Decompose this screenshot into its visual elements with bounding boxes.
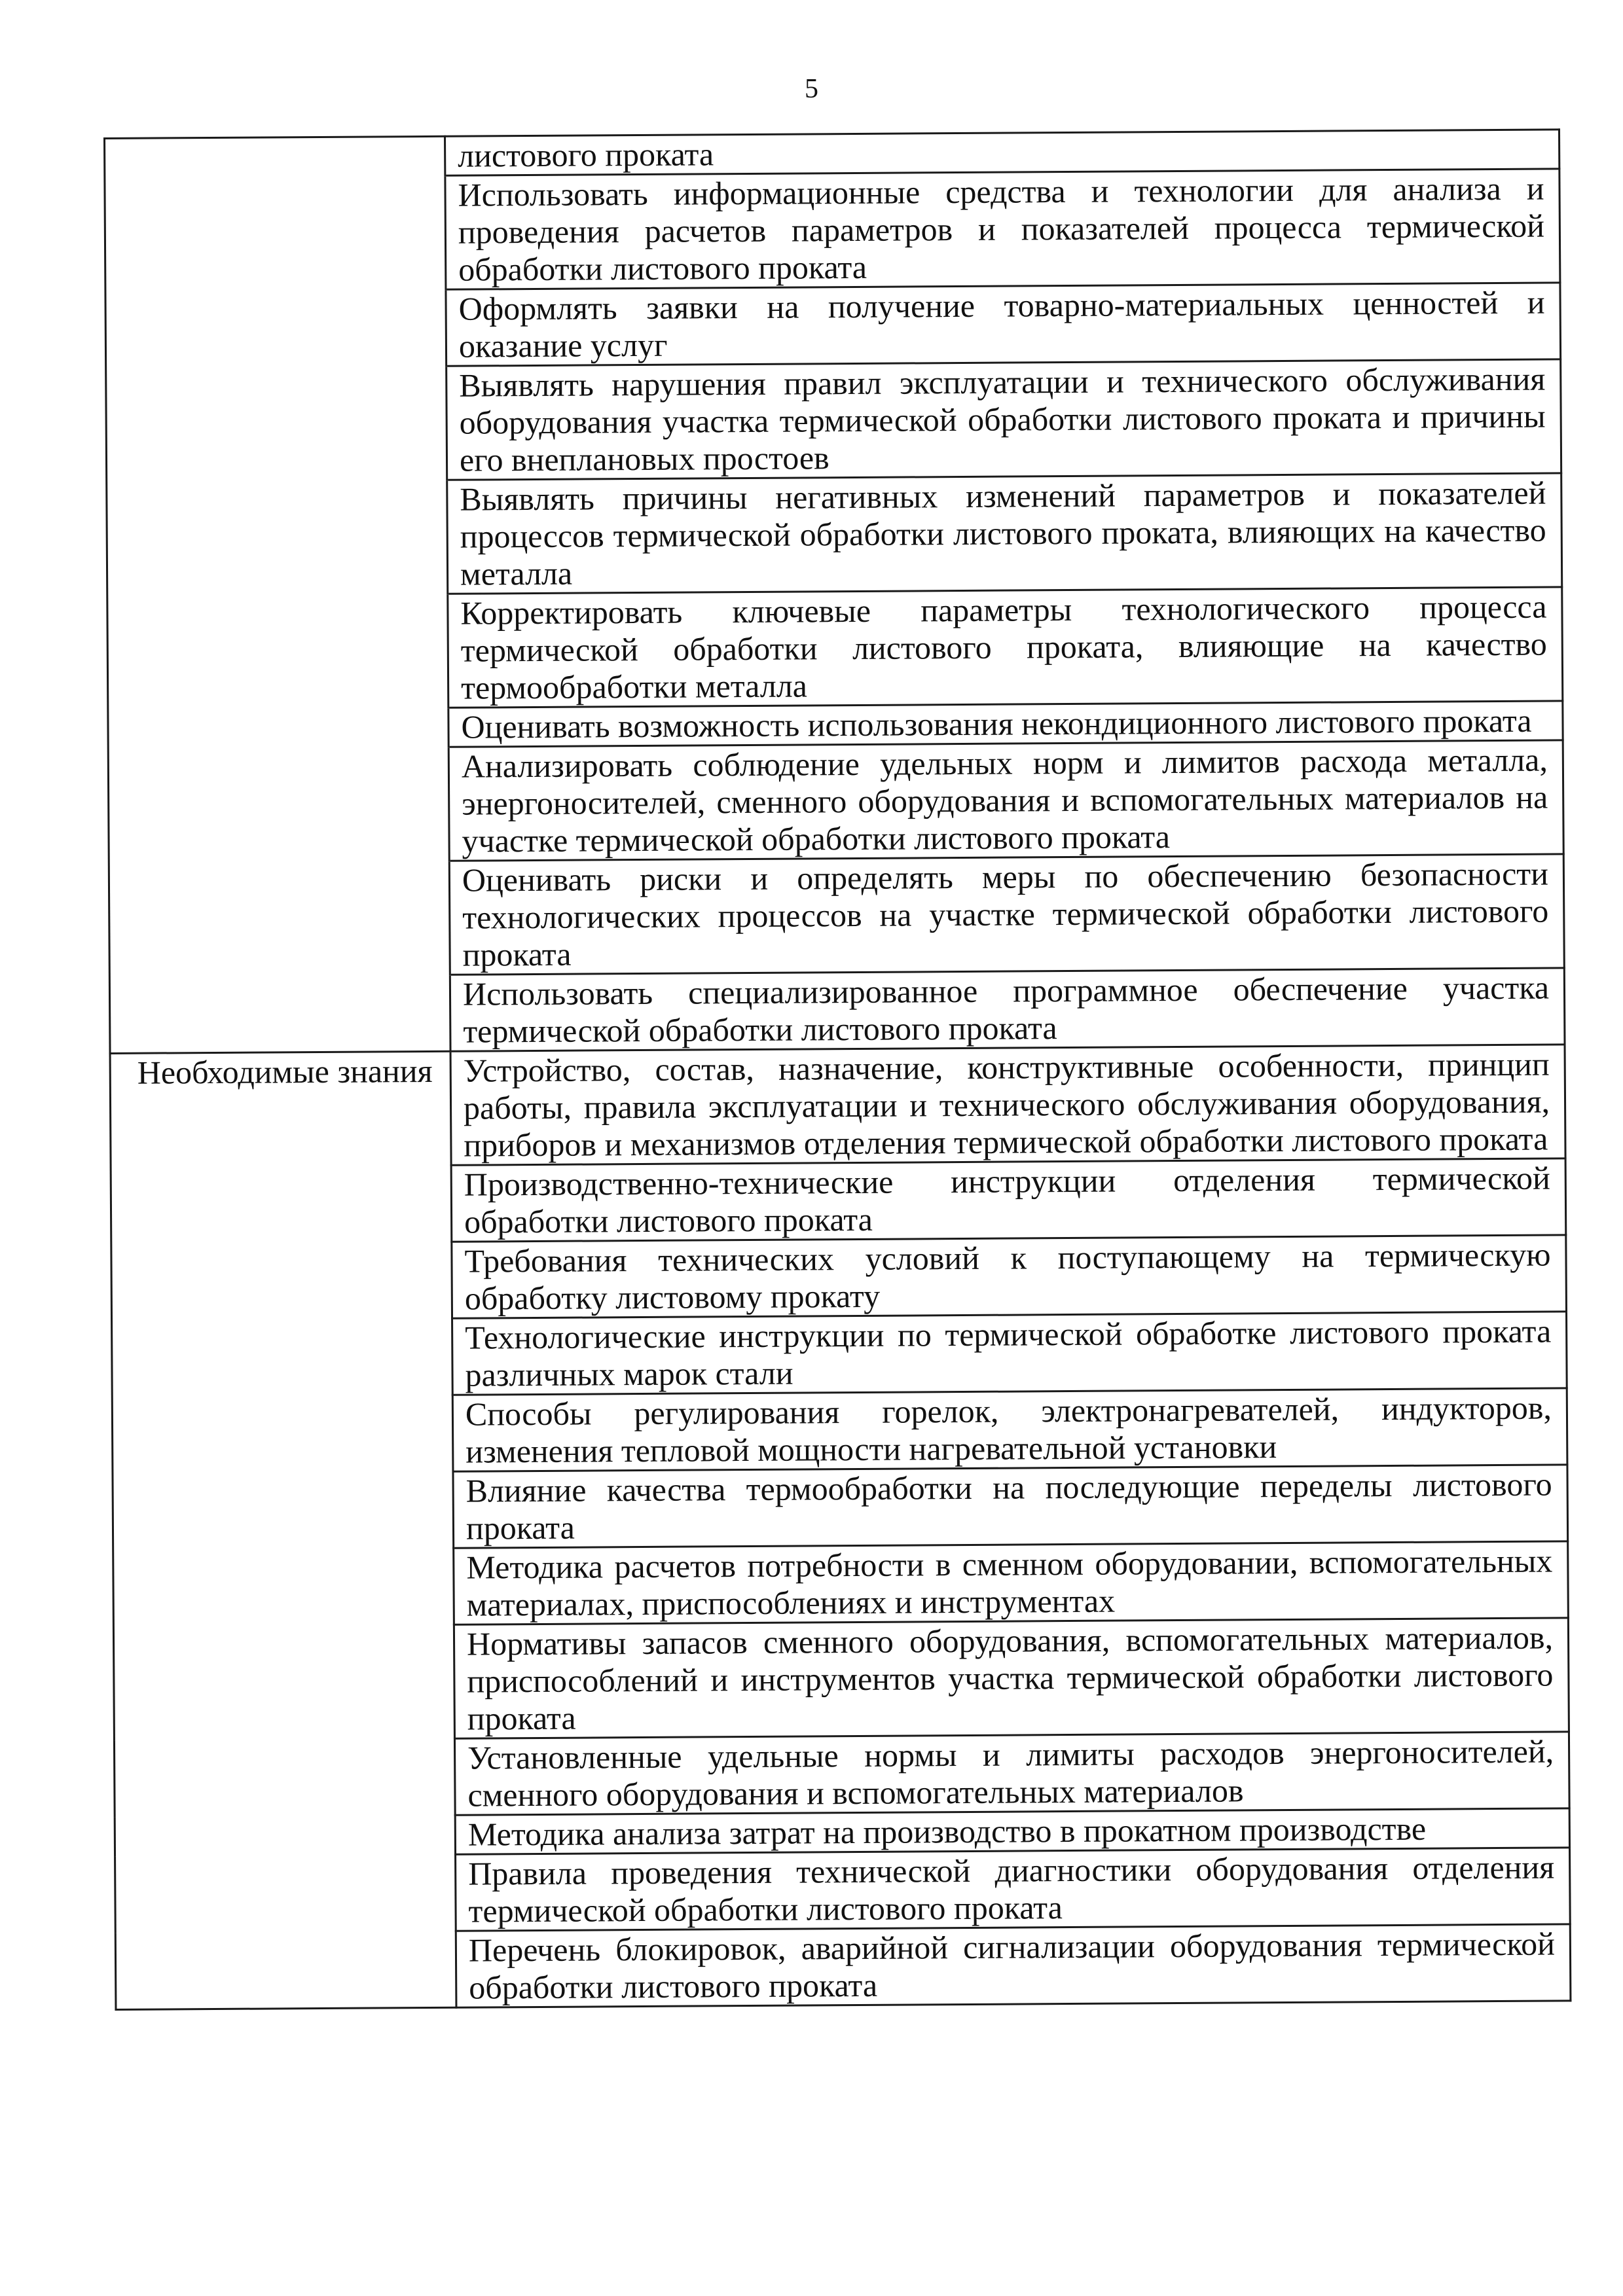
skill-item: Оценивать риски и определять меры по обеспечению безопасности технологических процессов на участке термической обработки листового проката [449, 854, 1564, 975]
skill-item: Анализировать соблюдение удельных норм и лимитов расхода металла, энергоносителей, сменного оборудования и вспомогательных материалов на участке термической обработки листового проката [448, 740, 1563, 861]
knowledge-item: Требования технических условий к поступающему на термическую обработку листовому прокату [452, 1235, 1567, 1318]
skill-row [107, 473, 1562, 596]
skill-row [108, 740, 1563, 863]
knowledge-item: Правила проведения технической диагностики оборудования отделения термической обработки листового проката [456, 1848, 1571, 1931]
label-cell-empty [105, 175, 446, 291]
label-cell-empty [107, 480, 448, 596]
skill-item: Выявлять причины негативных изменений параметров и показателей процессов термической обработки листового проката, влияющих на качество металла [447, 473, 1562, 594]
label-cell-empty [109, 861, 450, 977]
skill-item: Использовать специализированное программное обеспечение участка термической обработки листового проката [450, 968, 1565, 1051]
skill-row [109, 854, 1564, 977]
label-cell-empty [105, 136, 445, 177]
skill-item: Оформлять заявки на получение товарно-материальных ценностей и оказание услуг [446, 283, 1561, 366]
knowledge-item: Установленные удельные нормы и лимиты расходов энергоносителей, сменного оборудования и вспомогательных материалов [454, 1732, 1569, 1815]
knowledge-item: Нормативы запасов сменного оборудования, вспомогательных материалов, приспособлений и инструментов участка термической обработки листового проката [454, 1618, 1569, 1738]
competency-table [103, 128, 1571, 2011]
knowledge-row [110, 1045, 1565, 1168]
skill-row [107, 587, 1563, 710]
skill-row [106, 359, 1561, 482]
skill-row [105, 283, 1561, 368]
knowledge-item: Методика анализа затрат на производство в прокатном производстве [455, 1808, 1569, 1854]
skill-item: Корректировать ключевые параметры технологического процесса термической обработки листового проката, влияющие на качество термообработки металла [448, 587, 1563, 708]
knowledge-item: Устройство, состав, назначение, конструктивные особенности, принцип работы, правила эксплуатации и технического обслуживания оборудования, приборов и механизмов отделения термической обработки листового проката [450, 1045, 1565, 1165]
label-cell-empty [108, 708, 448, 749]
label-cell-empty [109, 975, 450, 1053]
skill-row [109, 968, 1565, 1054]
knowledge-item: Технологические инструкции по термической обработке листового проката различных марок стали [452, 1312, 1567, 1395]
skill-item: листового проката [445, 130, 1559, 175]
knowledge-item: Перечень блокировок, аварийной сигнализации оборудования термической обработки листового проката [456, 1924, 1571, 2007]
label-cell-empty [105, 289, 447, 368]
label-cell-empty [106, 366, 447, 482]
knowledge-label: Необходимые знания [110, 1051, 456, 2009]
knowledge-item: Методика расчетов потребности в сменном оборудовании, вспомогательных материалах, приспособлениях и инструментах [454, 1541, 1569, 1624]
competency-table-body [105, 130, 1571, 2010]
skill-item: Выявлять нарушения правил эксплуатации и технического обслуживания оборудования участка термической обработки листового проката и причины его внеплановых простоев [447, 359, 1561, 480]
skill-item: Оценивать возможность использования некондиционного листового проката [448, 701, 1563, 747]
knowledge-item: Производственно-технические инструкции отделения термической обработки листового проката [451, 1158, 1566, 1242]
knowledge-item: Способы регулирования горелок, электронагревателей, индукторов, изменения тепловой мощности нагревательной установки [452, 1388, 1567, 1471]
skill-item: Использовать информационные средства и технологии для анализа и проведения расчетов параметров и показателей процесса термической обработки листового проката [445, 169, 1560, 289]
label-cell-empty [107, 594, 448, 709]
label-cell-empty [108, 747, 449, 863]
page-number: 5 [805, 74, 818, 104]
skill-row [105, 169, 1560, 292]
knowledge-item: Влияние качества термообработки на последующие переделы листового проката [453, 1465, 1568, 1548]
